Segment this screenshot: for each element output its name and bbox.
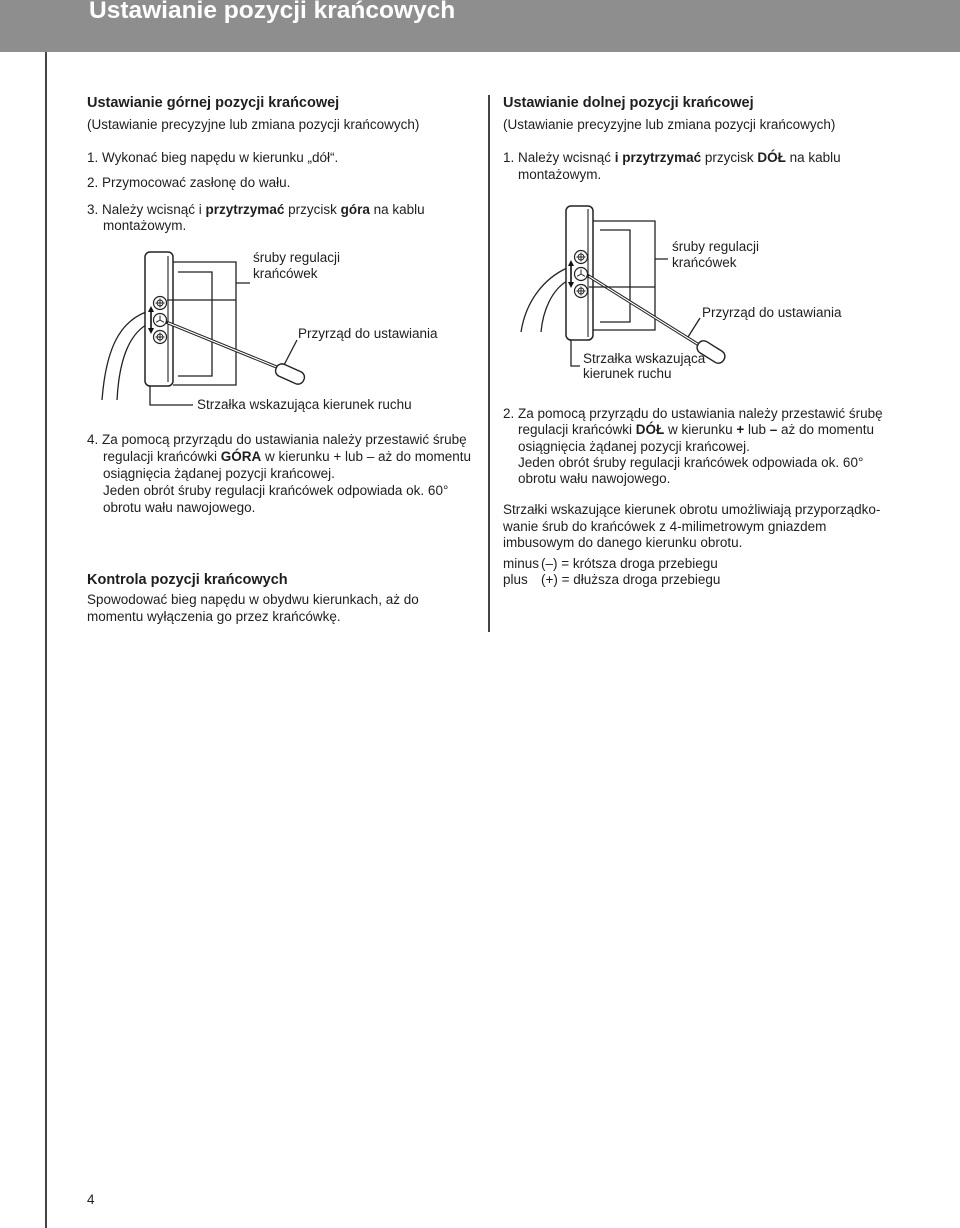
legend-term-minus: minus — [503, 556, 540, 571]
lower-step-2-line-2 — [518, 422, 874, 438]
check-text-line-1: Spowodować bieg napędu w obydwu kierunkach, aż do — [87, 592, 419, 607]
emphasis-text: i przytrzymać — [614, 150, 702, 165]
emphasis-text: przytrzymać — [205, 202, 285, 217]
tool-handle — [274, 362, 307, 386]
screws-label-line-2: krańcówek — [672, 255, 737, 270]
arrow-label: Strzałka wskazująca kierunek ruchu — [197, 397, 412, 412]
motor-body-outline — [593, 221, 655, 330]
emphasis-text: – — [769, 422, 778, 437]
upper-step-3-line-2: montażowym. — [103, 218, 187, 233]
text-run: przycisk — [701, 150, 758, 165]
limit-screw-middle — [575, 268, 588, 281]
text-run: lub — [744, 422, 770, 437]
cable-wire — [541, 281, 567, 332]
tool-label: Przyrząd do ustawiania — [298, 326, 438, 341]
page-number: 4 — [87, 1192, 95, 1207]
limit-screw-upper — [154, 297, 167, 310]
text-run: na kablu — [369, 202, 425, 217]
limit-screw-middle — [154, 314, 167, 327]
limit-screw-lower — [154, 331, 167, 344]
upper-step-4-line-1: 4. Za pomocą przyrządu do ustawiania należy przestawić śrubę — [87, 432, 467, 447]
lower-limit-heading: Ustawianie dolnej pozycji krańcowej — [503, 95, 754, 111]
cable-wire — [521, 268, 567, 332]
upper-step-2: 2. Przymocować zasłonę do wału. — [87, 175, 291, 190]
screws-leader-line — [167, 283, 250, 300]
lower-step-1-line-2: montażowym. — [518, 167, 602, 182]
tool-leader-line — [284, 340, 297, 365]
lower-step-1-line-1 — [503, 150, 841, 166]
emphasis-text: GÓRA — [220, 449, 262, 464]
screws-label-line-1: śruby regulacji — [253, 250, 341, 265]
tool-leader-line — [688, 318, 700, 337]
upper-step-1: 1. Wykonać bieg napędu w kierunku „dół“. — [87, 150, 339, 165]
lower-step-2-line-5: obrotu wału nawojowego. — [518, 471, 671, 486]
legend-definition-minus: (–) = krótsza droga przebiegu — [541, 556, 718, 571]
motor-body-step — [600, 230, 630, 322]
upper-step-4-line-5: obrotu wału nawojowego. — [103, 500, 256, 515]
upper-step-4-line-4: Jeden obrót śruby regulacji krańcówek odpowiada ok. 60° — [103, 483, 449, 498]
note-line-3: imbusowym do danego kierunku obrotu. — [503, 535, 743, 550]
upper-step-4-line-3: osiągnięcia żądanej pozycji krańcowej. — [103, 466, 335, 481]
text-run: w kierunku + lub – aż do momentu — [261, 449, 472, 464]
arrow-label-line-1: Strzałka wskazująca — [583, 351, 706, 366]
limit-screw-lower — [575, 285, 588, 298]
arrow-leader-line — [150, 386, 193, 405]
upper-step-4-line-2 — [103, 449, 471, 465]
upper-step-3-line-1 — [87, 202, 425, 218]
check-heading: Kontrola pozycji krańcowych — [87, 572, 288, 588]
tool-label: Przyrząd do ustawiania — [702, 305, 842, 320]
legend-term-plus: plus — [503, 572, 528, 587]
note-line-1: Strzałki wskazujące kierunek obrotu umożliwiają przyporządko- — [503, 502, 881, 517]
text-run: regulacji krańcówki — [103, 449, 221, 464]
cable-wire — [117, 325, 146, 400]
text-run: przycisk — [284, 202, 341, 217]
text-run: 1. Należy wcisnąć — [503, 150, 615, 165]
page-title: Ustawianie pozycji krańcowych — [89, 0, 456, 24]
column-divider — [488, 95, 490, 632]
header-bar — [0, 0, 960, 52]
lower-limit-subheading: (Ustawianie precyzyjne lub zmiana pozycji krańcowych) — [503, 117, 836, 132]
left-margin-rule — [45, 52, 47, 1228]
text-run: regulacji krańcówki — [518, 422, 636, 437]
check-text-line-2: momentu wyłączenia go przez krańcówkę. — [87, 609, 341, 624]
note-line-2: wanie śrub do krańcówek z 4-milimetrowym gniazdem — [503, 519, 827, 534]
text-run: w kierunku — [664, 422, 737, 437]
emphasis-text: góra — [340, 202, 370, 217]
limit-screw-upper — [575, 251, 588, 264]
upper-limit-heading: Ustawianie górnej pozycji krańcowej — [87, 95, 340, 111]
text-run: na kablu — [785, 150, 841, 165]
legend-definition-plus: (+) = dłuższa droga przebiegu — [541, 572, 721, 587]
emphasis-text: DÓŁ — [635, 422, 665, 437]
screws-label-line-1: śruby regulacji — [672, 239, 760, 254]
emphasis-text: + — [736, 422, 745, 437]
text-run: aż do momentu — [777, 422, 875, 437]
motor-body-step — [178, 272, 212, 376]
upper-limit-subheading: (Ustawianie precyzyjne lub zmiana pozycji krańcowych) — [87, 117, 420, 132]
emphasis-text: DÓŁ — [757, 150, 786, 165]
lower-step-2-line-1: 2. Za pomocą przyrządu do ustawiania należy przestawić śrubę — [503, 406, 883, 421]
lower-step-2-line-4: Jeden obrót śruby regulacji krańcówek odpowiada ok. 60° — [518, 455, 864, 470]
screws-label-line-2: krańcówek — [253, 266, 318, 281]
arrow-label-line-2: kierunek ruchu — [583, 366, 672, 381]
arrow-leader-line — [571, 340, 580, 366]
text-run: 3. Należy wcisnąć i — [87, 202, 206, 217]
motor-body-outline — [173, 262, 236, 385]
lower-step-2-line-3: osiągnięcia żądanej pozycji krańcowej. — [518, 439, 750, 454]
